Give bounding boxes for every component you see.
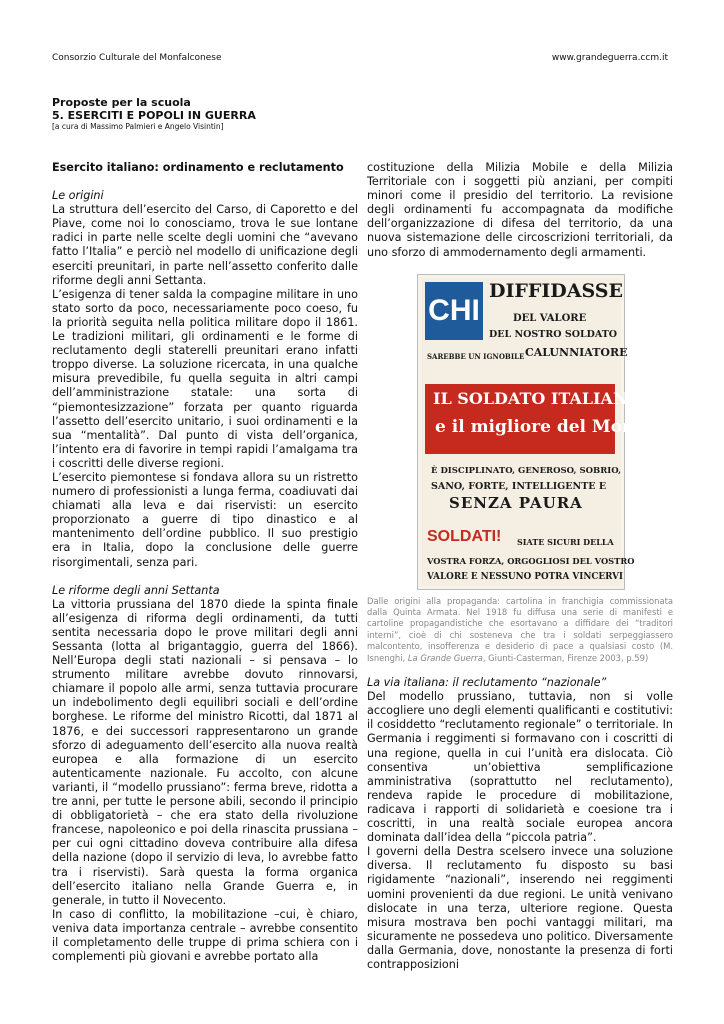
poster-il-soldato: IL SOLDATO ITALIANO <box>433 388 642 408</box>
poster-calunniatore: CALUNNIATORE <box>525 345 628 359</box>
subheading-via-italiana: La via italiana: il reclutamento “nazionale” <box>367 676 607 690</box>
subheading-origini: Le origini <box>52 189 104 203</box>
intro-series: Proposte per la scuola <box>52 96 191 109</box>
caption-book-title: La Grande Guerra <box>407 652 483 663</box>
paragraph: costituzione della Milizia Mobile e della Milizia Territoriale con i soggetti più anziani, per compiti minori come il presidio del territorio. La revisione degli ordinamenti fu accompagnata da modifiche dell’organizzazione di difesa del territorio, da una nuova sistemazione delle circoscrizioni territoriali, da uno sforzo di ammodernamento degli armamenti. <box>367 161 673 259</box>
poster-sano: SANO, FORTE, INTELLIGENTE E <box>431 480 607 492</box>
section-title: Esercito italiano: ordinamento e reclutamento <box>52 161 344 174</box>
poster-senza-paura: SENZA PAURA <box>449 493 583 512</box>
right-column <box>367 161 673 972</box>
poster-soldati: SOLDATI! <box>427 527 502 545</box>
figure-caption <box>367 596 673 664</box>
header-publisher: Consorzio Culturale del Monfalconese <box>52 53 222 63</box>
caption-text: Dalle origini alla propaganda: cartolina in franchigia commissionata dalla Quinta Armata. Nel 1918 fu diffusa una serie di manifesti e cartoline propagandistiche che esortavano a diffidare dei “traditori interni”, cioè di chi sosteneva che tra i soldati serpeggiassero malcontento, insofferenza e desiderio di pace a qualsiasi costo (M. Isnenghi, <box>367 595 673 663</box>
intro-block <box>52 96 256 132</box>
paragraph: Del modello prussiano, tuttavia, non si volle accogliere uno degli elementi qualificanti e costitutivi: il cosiddetto “reclutamento regionale” o territoriale. In Germania i reggimenti si formavano con i coscritti di una regione, quella in cui l’unità era dislocata. Ciò consentiva un’obiettiva semplificazione amministrativa (soprattutto nel reclutamento), rendeva rapide le procedure di mobilitazione, radicava i rapporti di solidarietà e coesione tra i coscritti, in una realtà sociale europea ancora dominata dall’idea della “piccola patria”. <box>367 690 673 845</box>
subheading-riforme: Le riforme degli anni Settanta <box>52 583 220 597</box>
caption-text-end: , Giunti-Casterman, Firenze 2003, p.59) <box>482 652 649 663</box>
poster-vostra: VOSTRA FORZA, ORGOGLIOSI DEL VOSTRO <box>427 555 635 566</box>
poster-diffidasse: DIFFIDASSE <box>489 279 623 302</box>
poster-valore: VALORE E NESSUNO POTRA VINCERVI <box>427 571 624 582</box>
paragraph: I governi della Destra scelsero invece una soluzione diversa. Il reclutamento fu disposto su basi rigidamente “nazionali”, inserendo nei reggimenti uomini provenienti da due regioni. Le unità venivano dislocate in una terza, ulteriore regione. Questa misura mostrava ben pochi vantaggi militari, ma sicuramente ne possedeva uno politico. Diversamente dalla Germania, dove, nonostante la presenza di forti contrapposizioni <box>367 845 673 971</box>
left-column <box>52 161 358 964</box>
intro-title: 5. ESERCITI E POPOLI IN GUERRA <box>52 109 256 122</box>
paragraph: La struttura dell’esercito del Carso, di Caporetto e del Piave, come noi lo conosciamo, trova le sue lontane radici in parte nelle scelte degli uomini che “avevano fatto l’Italia” e perciò nel modello di unificazione degli eserciti preunitari, in parte nell’assetto conferito dalle riforme degli anni Settanta. <box>52 203 358 287</box>
paragraph: L’esigenza di tener salda la compagine militare in uno stato sorto da poco, necessariamente poco coeso, fu la priorità seguita nella politica militare dopo il 1861. Le tradizioni militari, gli ordinamenti e le forme di reclutamento degli staterelli preunitari erano infatti troppo diverse. La soluzione ricercata, in una qualche misura prevedibile, fu quella seguita in altri campi dell’amministrazione statale: una sorta di “piemontesizzazione” forzata per quanto riguarda l’assetto dell’esercito unitario, i suoi ordinamenti e la sua “mentalità”. Dal punto di vista dell’organica, l’intento era di favorire in tempi rapidi l’amalgama tra i coscritti delle diverse regioni. <box>52 287 358 470</box>
poster-del-valore: DEL VALORE <box>513 312 587 324</box>
header-website[interactable]: www.grandeguerra.ccm.it <box>551 53 668 63</box>
poster-migliore: e il migliore del Mondo <box>435 416 658 437</box>
paragraph: L’esercito piemontese si fondava allora su un ristretto numero di professionisti a lunga ferma, coadiuvati dai chiamati alla leva e dai riservisti: un esercito proporzionato a guerre di tipo dinastico e al mantenimento dell’ordine pubblico. Il suo prestigio era in Italia, dopo la conclusione delle guerre risorgimentali, senza pari. <box>52 470 358 569</box>
poster-sarebbe: SAREBBE UN IGNOBILE <box>427 351 525 361</box>
poster-chi: CHI <box>425 282 483 340</box>
paragraph: La vittoria prussiana del 1870 diede la spinta finale all’esigenza di riforma degli ordinamenti, da tutti sentita necessaria dopo le prove militari degli anni Sessanta (lotta al brigantaggio, guerra del 1866). Nell’Europa degli stati nazionali – si pensava – lo strumento militare avrebbe dovuto rinnovarsi, chiamare il popolo alle armi, senza tuttavia procurare un indebolimento degli equilibri sociali e dell’ordine borghese. Le riforme del ministro Ricotti, dal 1871 al 1876, e dei successori rappresentarono un grande sforzo di adeguamento dell’esercito alla nuova realtà europea e alla formazione di un esercito autenticamente nazionale. Fu accolto, con alcune varianti, il “modello prussiano”: ferma breve, ridotta a tre anni, per tutte le persone abili, secondo il principio di obbligatorietà – che era stato della rivoluzione francese, napoleonico e poi della rinascita prussiana – per cui ogni cittadino doveva contribuire alla difesa della nazione (dopo il servizio di leva, lo avrebbe fatto tra i riservisti). Sarà questa la forma organica dell’esercito italiano nella Grande Guerra e, in generale, in tutto il Novecento. <box>52 597 358 907</box>
poster-siate: SIATE SICURI DELLA <box>517 536 614 547</box>
poster-disciplinato: È DISCIPLINATO, GENEROSO, SOBRIO, <box>431 465 622 476</box>
paragraph: In caso di conflitto, la mobilitazione –cui, è chiaro, veniva data importanza centrale – avrebbe consentito il completamento delle truppe di prima schiera con i complementi più giovani e avrebbe portato alla <box>52 907 358 964</box>
propaganda-postcard <box>417 274 658 590</box>
poster-del-nostro: DEL NOSTRO SOLDATO <box>489 328 618 340</box>
intro-editors: [a cura di Massimo Palmieri e Angelo Visintin] <box>52 122 224 131</box>
postcard-image <box>421 278 658 586</box>
